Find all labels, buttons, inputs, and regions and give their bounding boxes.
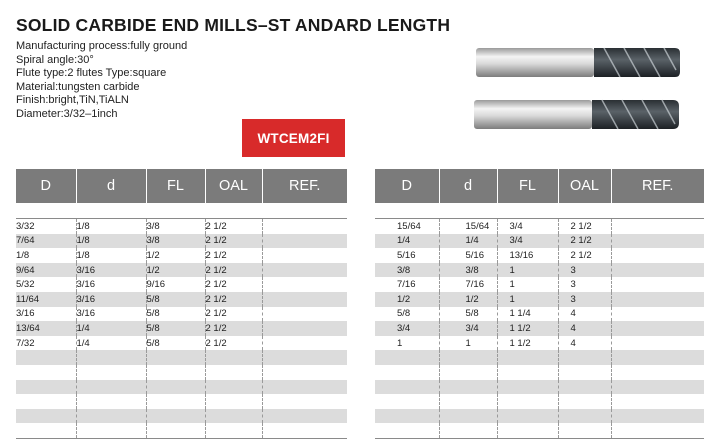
cell-d: 1 <box>439 336 497 351</box>
cell-fl <box>497 394 558 409</box>
cell-fl: 13/16 <box>497 248 558 263</box>
spec-spiral-angle: Spiral angle:30° <box>16 53 94 66</box>
table-row <box>375 263 704 278</box>
cell-oal <box>205 380 262 395</box>
cell-fl <box>497 365 558 380</box>
table-row <box>375 219 704 234</box>
cell-fl: 3/4 <box>497 219 558 234</box>
cell-d <box>375 350 439 365</box>
cell-fl: 5/8 <box>146 336 205 351</box>
cell-ref <box>611 219 704 234</box>
cell-d: 15/64 <box>375 219 439 234</box>
cell-fl <box>146 365 205 380</box>
cell-d: 1/4 <box>76 321 146 336</box>
cell-ref <box>611 292 704 307</box>
cell-d <box>439 423 497 438</box>
cell-d <box>375 365 439 380</box>
table-row <box>16 219 347 234</box>
cell-fl: 1 1/4 <box>497 307 558 322</box>
cell-d: 3/16 <box>76 263 146 278</box>
cell-d: 1/4 <box>76 336 146 351</box>
cell-ref <box>262 292 347 307</box>
cell-d: 3/16 <box>76 292 146 307</box>
gap-cell <box>439 203 497 219</box>
cell-oal <box>558 394 611 409</box>
left-spec-table <box>16 169 347 439</box>
table-row <box>375 277 704 292</box>
col-header-OAL: OAL <box>558 169 611 203</box>
cell-fl <box>146 423 205 438</box>
table-row <box>16 423 347 438</box>
cell-d: 5/32 <box>16 277 76 292</box>
cell-oal <box>205 394 262 409</box>
end-mill-bottom <box>474 100 679 129</box>
cell-oal <box>205 423 262 438</box>
cell-d: 1/2 <box>375 292 439 307</box>
table-row <box>375 350 704 365</box>
cell-oal <box>205 365 262 380</box>
cell-ref <box>611 350 704 365</box>
cell-d: 5/16 <box>375 248 439 263</box>
cell-oal <box>558 409 611 424</box>
gap-cell <box>558 203 611 219</box>
cell-ref <box>262 336 347 351</box>
cell-ref <box>262 234 347 249</box>
cell-d: 7/64 <box>16 234 76 249</box>
cell-ref <box>262 263 347 278</box>
cell-d: 11/64 <box>16 292 76 307</box>
table-row <box>16 336 347 351</box>
cell-ref <box>611 248 704 263</box>
cell-d <box>439 350 497 365</box>
col-header-FL: FL <box>146 169 205 203</box>
cell-ref <box>262 365 347 380</box>
cell-d: 1/8 <box>16 248 76 263</box>
table-row <box>375 380 704 395</box>
cell-d <box>16 350 76 365</box>
cell-ref <box>262 219 347 234</box>
col-header-REF: REF. <box>262 169 347 203</box>
cell-d: 3/8 <box>375 263 439 278</box>
table-row <box>16 277 347 292</box>
cell-d: 3/16 <box>16 307 76 322</box>
cell-d: 15/64 <box>439 219 497 234</box>
gap-cell <box>611 203 704 219</box>
page-title: SOLID CARBIDE END MILLS–ST ANDARD LENGTH <box>16 15 451 35</box>
cell-ref <box>611 365 704 380</box>
cell-ref <box>262 350 347 365</box>
cell-d <box>16 365 76 380</box>
cell-oal: 2 1/2 <box>205 234 262 249</box>
table-row <box>16 321 347 336</box>
cell-d <box>76 409 146 424</box>
table-header <box>16 169 347 203</box>
cell-fl: 1 <box>497 277 558 292</box>
cell-d: 3/4 <box>439 321 497 336</box>
cell-fl <box>497 380 558 395</box>
cell-d <box>76 394 146 409</box>
cell-d: 1/2 <box>439 292 497 307</box>
cell-oal: 2 1/2 <box>558 219 611 234</box>
cell-fl: 3/8 <box>146 234 205 249</box>
cell-oal: 2 1/2 <box>205 292 262 307</box>
cell-fl: 5/8 <box>146 292 205 307</box>
table-row <box>375 234 704 249</box>
col-header-d: d <box>439 169 497 203</box>
cell-fl: 1/2 <box>146 248 205 263</box>
cell-d <box>16 423 76 438</box>
cell-ref <box>611 277 704 292</box>
cell-oal: 3 <box>558 292 611 307</box>
table-row <box>375 423 704 438</box>
table-row <box>16 263 347 278</box>
col-header-D: D <box>16 169 76 203</box>
table-row <box>375 409 704 424</box>
cell-fl: 1 <box>497 263 558 278</box>
cell-fl <box>146 394 205 409</box>
cell-d: 7/32 <box>16 336 76 351</box>
cell-d: 13/64 <box>16 321 76 336</box>
table-row <box>375 248 704 263</box>
cell-oal: 2 1/2 <box>205 321 262 336</box>
cell-oal: 2 1/2 <box>558 234 611 249</box>
cell-d: 3/4 <box>375 321 439 336</box>
table-row <box>375 292 704 307</box>
cell-fl: 9/16 <box>146 277 205 292</box>
cell-d <box>375 423 439 438</box>
cell-ref <box>262 380 347 395</box>
cell-ref <box>611 409 704 424</box>
table-row <box>16 292 347 307</box>
table-row <box>16 307 347 322</box>
table-row <box>375 394 704 409</box>
cell-ref <box>611 307 704 322</box>
header-gap <box>375 203 704 219</box>
table-row <box>375 321 704 336</box>
cell-ref <box>262 307 347 322</box>
cell-oal <box>558 423 611 438</box>
table-row <box>375 365 704 380</box>
table-row <box>375 336 704 351</box>
gap-cell <box>16 203 76 219</box>
cell-d <box>439 394 497 409</box>
cell-d <box>375 394 439 409</box>
cell-d <box>16 380 76 395</box>
cell-d <box>439 365 497 380</box>
cell-ref <box>611 336 704 351</box>
cell-d: 1 <box>375 336 439 351</box>
cell-ref <box>611 423 704 438</box>
cell-d <box>375 409 439 424</box>
cell-d: 5/8 <box>375 307 439 322</box>
gap-cell <box>146 203 205 219</box>
cell-ref <box>262 423 347 438</box>
cell-d <box>16 409 76 424</box>
spec-diameter: Diameter:3/32–1inch <box>16 107 118 120</box>
cell-d: 3/16 <box>76 307 146 322</box>
table-row <box>16 394 347 409</box>
cell-fl: 3/8 <box>146 219 205 234</box>
cell-d <box>76 423 146 438</box>
cell-ref <box>262 248 347 263</box>
cell-fl: 1 1/2 <box>497 321 558 336</box>
table-row <box>16 380 347 395</box>
gap-cell <box>76 203 146 219</box>
cell-oal: 2 1/2 <box>558 248 611 263</box>
table-row <box>16 350 347 365</box>
col-header-OAL: OAL <box>205 169 262 203</box>
cell-oal <box>558 380 611 395</box>
cell-ref <box>611 394 704 409</box>
cell-d <box>375 380 439 395</box>
col-header-REF: REF. <box>611 169 704 203</box>
end-mill-top <box>476 48 680 77</box>
gap-cell <box>375 203 439 219</box>
spec-list <box>16 40 187 122</box>
cell-oal <box>558 365 611 380</box>
cell-d: 3/16 <box>76 277 146 292</box>
cell-oal: 4 <box>558 307 611 322</box>
cell-oal <box>205 350 262 365</box>
gap-cell <box>262 203 347 219</box>
right-spec-table <box>375 169 704 439</box>
cell-fl <box>497 350 558 365</box>
cell-fl <box>146 409 205 424</box>
cell-oal: 3 <box>558 277 611 292</box>
cell-d: 3/32 <box>16 219 76 234</box>
cell-d: 1/4 <box>439 234 497 249</box>
cell-ref <box>262 277 347 292</box>
cell-oal: 2 1/2 <box>205 307 262 322</box>
cell-fl <box>497 409 558 424</box>
cell-d: 5/16 <box>439 248 497 263</box>
col-header-FL: FL <box>497 169 558 203</box>
cell-d <box>439 380 497 395</box>
cell-fl <box>146 350 205 365</box>
cell-ref <box>611 321 704 336</box>
table-row <box>16 409 347 424</box>
cell-oal <box>558 350 611 365</box>
cell-d: 1/8 <box>76 248 146 263</box>
cell-oal: 4 <box>558 336 611 351</box>
table-header <box>375 169 704 203</box>
cell-d: 9/64 <box>16 263 76 278</box>
cell-d <box>16 394 76 409</box>
table-row <box>16 248 347 263</box>
col-header-D: D <box>375 169 439 203</box>
cell-fl: 5/8 <box>146 307 205 322</box>
cell-d: 1/8 <box>76 234 146 249</box>
cell-oal: 3 <box>558 263 611 278</box>
end-mill-image <box>470 40 690 140</box>
cell-ref <box>262 394 347 409</box>
header-gap <box>16 203 347 219</box>
cell-fl: 3/4 <box>497 234 558 249</box>
cell-d <box>439 409 497 424</box>
cell-d: 5/8 <box>439 307 497 322</box>
cell-d: 7/16 <box>375 277 439 292</box>
gap-cell <box>205 203 262 219</box>
cell-fl: 1/2 <box>146 263 205 278</box>
cell-oal: 2 1/2 <box>205 263 262 278</box>
cell-ref <box>262 321 347 336</box>
cell-oal: 2 1/2 <box>205 248 262 263</box>
cell-fl: 1 <box>497 292 558 307</box>
cell-d <box>76 380 146 395</box>
cell-d: 1/4 <box>375 234 439 249</box>
table-row <box>16 234 347 249</box>
cell-d: 7/16 <box>439 277 497 292</box>
cell-ref <box>262 409 347 424</box>
spec-material: Material:tungsten carbide <box>16 80 140 93</box>
cell-oal: 4 <box>558 321 611 336</box>
cell-d: 1/8 <box>76 219 146 234</box>
cell-oal: 2 1/2 <box>205 277 262 292</box>
cell-ref <box>611 263 704 278</box>
cell-oal <box>205 409 262 424</box>
table-row <box>16 365 347 380</box>
col-header-d: d <box>76 169 146 203</box>
cell-ref <box>611 234 704 249</box>
cell-fl: 5/8 <box>146 321 205 336</box>
gap-cell <box>497 203 558 219</box>
cell-d: 3/8 <box>439 263 497 278</box>
spec-process: Manufacturing process:fully ground <box>16 40 188 52</box>
cell-fl: 1 1/2 <box>497 336 558 351</box>
cell-ref <box>611 380 704 395</box>
cell-d <box>76 365 146 380</box>
cell-oal: 2 1/2 <box>205 336 262 351</box>
cell-oal: 2 1/2 <box>205 219 262 234</box>
cell-fl <box>497 423 558 438</box>
cell-fl <box>146 380 205 395</box>
table-row <box>375 307 704 322</box>
model-badge: WTCEM2FI <box>242 119 345 157</box>
cell-d <box>76 350 146 365</box>
spec-flute-type: Flute type:2 flutes Type:square <box>16 67 167 80</box>
spec-finish: Finish:bright,TiN,TiALN <box>16 94 129 107</box>
